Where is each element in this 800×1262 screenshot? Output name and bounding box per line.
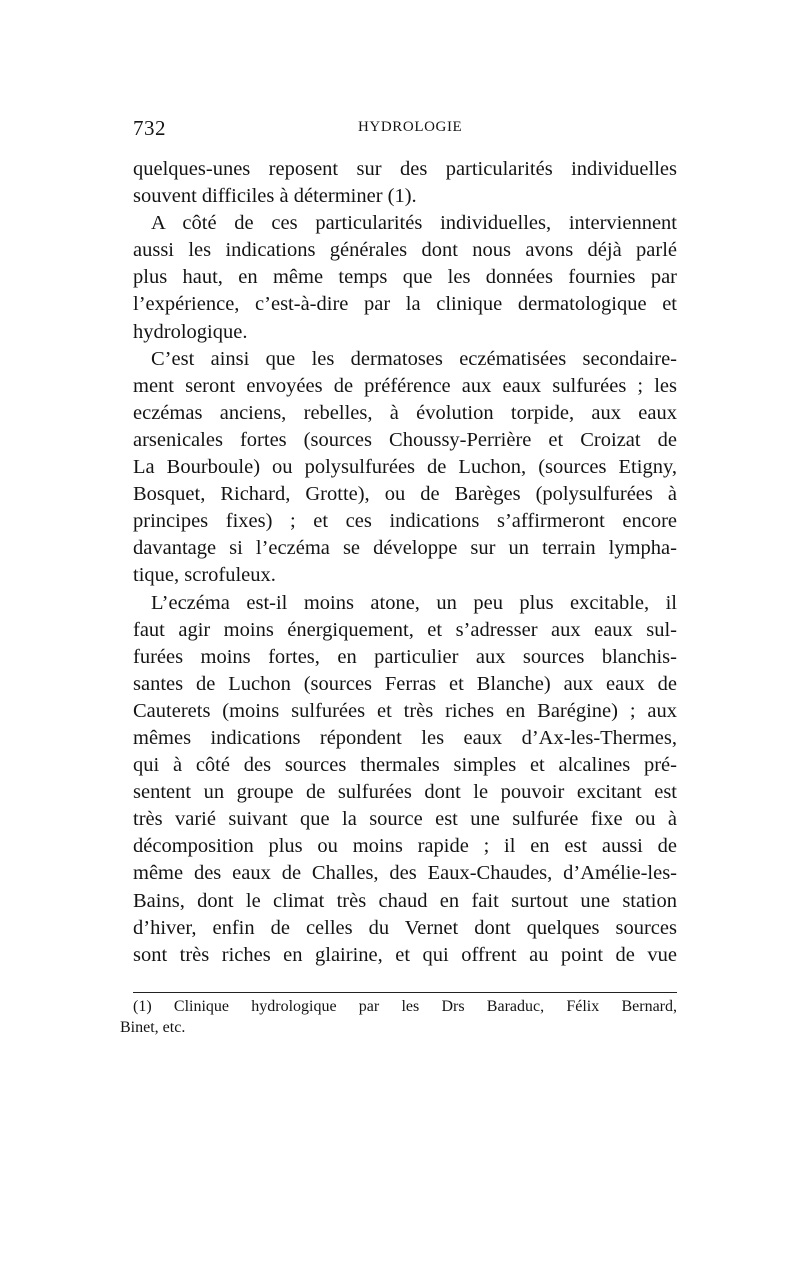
text-line: Bosquet, Richard, Grotte), ou de Barèges (polysulfurées à [133,483,677,506]
text-line: arsenicales fortes (sources Choussy-Perrière et Croizat de [133,428,677,451]
text-line: d’hiver, enfin de celles du Vernet dont quelques sources [133,916,677,939]
text-line: Bains, dont le climat très chaud en fait surtout une station [133,889,677,912]
text-line: même des eaux de Challes, des Eaux-Chaudes, d’Amélie-les- [133,862,677,885]
footnote [120,996,677,1038]
footnote-line: Binet, etc. [120,1019,186,1036]
text-line: très varié suivant que la source est une sulfurée fixe ou à [133,808,677,831]
text-line: sentent un groupe de sulfurées dont le pouvoir excitant est [133,781,677,804]
text-line: Cauterets (moins sulfurées et très riches en Barégine) ; aux [133,699,677,722]
body-text [133,156,677,969]
text-line: quelques-unes reposent sur des particularités individuelles [133,158,677,180]
footnote-rule [133,992,677,993]
text-line: eczémas anciens, rebelles, à évolution torpide, aux eaux [133,401,677,424]
text-line: principes fixes) ; et ces indications s’affirmeront encore [133,510,677,533]
text-line: santes de Luchon (sources Ferras et Blanche) aux eaux de [133,672,677,695]
text-line: qui à côté des sources thermales simples et alcalines pré- [133,754,677,777]
running-head: HYDROLOGIE [358,119,463,135]
text-line: furées moins fortes, en particulier aux sources blanchis- [133,645,677,668]
text-line: décomposition plus ou moins rapide ; il en est aussi de [133,835,677,858]
text-line: ment seront envoyées de préférence aux eaux sulfurées ; les [133,374,677,397]
text-line: plus haut, en même temps que les données fournies par [133,266,677,289]
text-line: souvent difficiles à déterminer (1). [133,185,417,208]
text-line: l’expérience, c’est-à-dire par la clinique dermatologique et [133,293,677,316]
text-line: mêmes indications répondent les eaux d’Ax-les-Thermes, [133,726,677,749]
text-line: davantage si l’eczéma se développe sur un terrain lympha- [133,537,677,560]
footnote-line: (1) Clinique hydrologique par les Drs Baraduc, Félix Bernard, [133,998,677,1015]
text-line: tique, scrofuleux. [133,564,276,587]
text-line: La Bourboule) ou polysulfurées de Luchon, (sources Etigny, [133,456,677,479]
text-line: faut agir moins énergiquement, et s’adresser aux eaux sul- [133,618,677,641]
page-header [133,116,677,140]
text-line: C’est ainsi que les dermatoses eczématisées secondaire- [151,347,677,370]
page-number: 732 [133,116,166,140]
text-line: sont très riches en glairine, et qui offrent au point de vue [133,943,677,966]
text-line: hydrologique. [133,320,248,343]
text-line: L’eczéma est-il moins atone, un peu plus excitable, il [151,591,677,614]
text-line: A côté de ces particularités individuelles, interviennent [151,212,677,235]
text-line: aussi les indications générales dont nous avons déjà parlé [133,239,677,262]
